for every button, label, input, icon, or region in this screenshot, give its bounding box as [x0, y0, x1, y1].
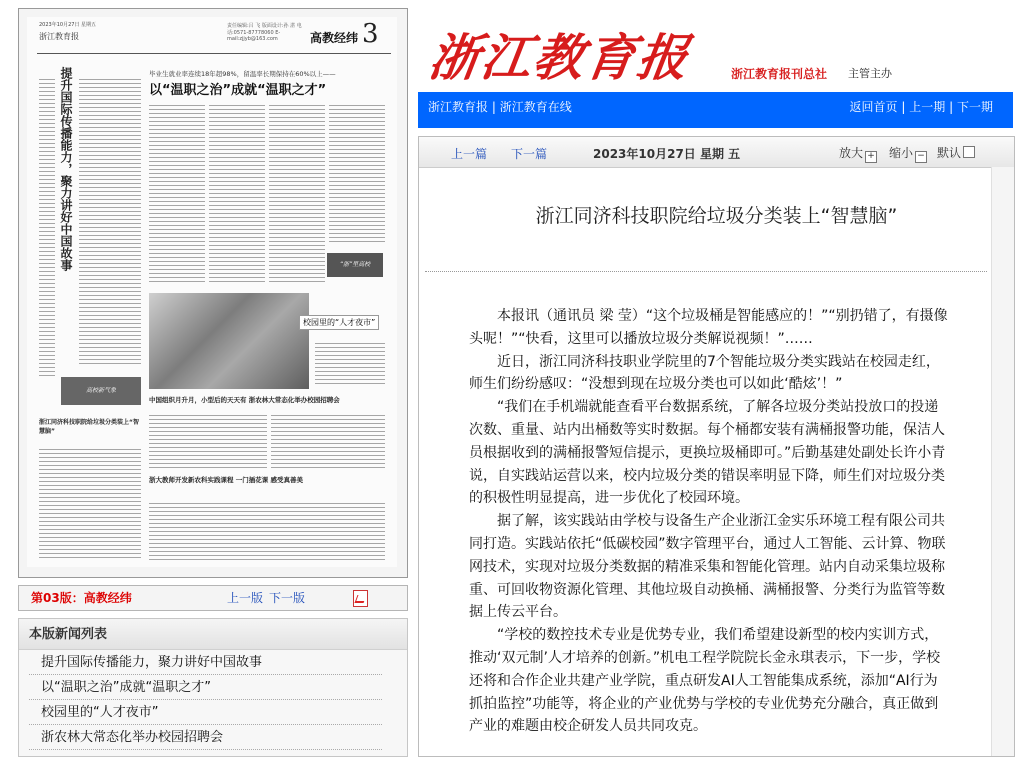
zoom-default-label: 默认: [937, 146, 962, 160]
page-nav-bar: [18, 585, 408, 611]
news-list-item[interactable]: 校园里的“人才夜市”: [29, 700, 382, 725]
sub-headline[interactable]: 浙大教师开发新农科实践课程 一门插花课 感受真善美: [149, 476, 304, 484]
nav-link-prev-issue[interactable]: 上一期: [909, 100, 946, 114]
newspaper-page-image[interactable]: [18, 8, 408, 578]
page-number: 3: [362, 19, 379, 49]
pdf-icon[interactable]: [353, 590, 368, 607]
zoom-in-label: 放大: [839, 146, 864, 160]
news-list-item[interactable]: 提升国际传播能力，聚力讲好中国故事: [29, 650, 382, 675]
page-version-label[interactable]: 第03版：高教经纬: [31, 591, 132, 605]
news-list-heading: 本版新闻列表: [19, 619, 407, 650]
header-rule: [37, 53, 391, 54]
site-banner: [418, 6, 1013, 128]
main-kicker[interactable]: 毕业生就业率连续18年超98%，留温率长期保持在60%以上——: [149, 70, 336, 78]
zoom-default-control[interactable]: [937, 144, 975, 161]
article-paragraph: 本报讯（通讯员 梁 莹）“这个垃圾桶是智能感应的！”“别扔错了，有摄像头呢！”“快看，这里可以播放垃圾分类解说视频！”……: [469, 308, 948, 347]
reset-checkbox-icon[interactable]: [963, 146, 975, 158]
news-list-item[interactable]: 以“温职之治”成就“温职之才”: [29, 675, 382, 700]
next-page-link[interactable]: 下一版: [269, 591, 306, 605]
next-article-link[interactable]: 下一篇: [511, 147, 548, 161]
site-logo[interactable]: 浙江教育报: [425, 28, 694, 87]
article-title: 浙江同济科技职院给垃圾分类装上“智慧脑”: [535, 205, 898, 227]
prev-page-link[interactable]: 上一版: [227, 591, 264, 605]
page-date: 2023年10月27日 星期五: [39, 22, 97, 28]
column-logo-box: “浙”里高校: [327, 253, 383, 277]
article-paragraph: 据了解，该实践站由学校与设备生产企业浙江金实乐环境工程有限公司共同打造。实践站依托“低碳校园”数字管理平台，通过人工智能、云计算、物联网技术，实现对垃圾分类数据的精准采集和智能化管理。站内自动采集垃圾称重、可回收物资源化管理、其他垃圾自动换桶、满桶报警、分类行为监管等数据上传云平台。: [469, 513, 946, 621]
news-list-item[interactable]: 浙农林大常态化举办校园招聘会: [29, 725, 382, 750]
issue-date: 2023年10月27日 星期 五: [593, 147, 741, 161]
text-block[interactable]: [39, 77, 55, 377]
zoom-in-control[interactable]: [839, 144, 877, 163]
article-toolbar: [419, 137, 1014, 168]
text-block[interactable]: [149, 413, 267, 469]
article-paragraph: “学校的数控技术专业是优势专业，我们希望建设新型的校内实训方式，推动‘双元制’人才培养的创新。”机电工程学院院长金永琪表示，下一步，学校还将和合作企业共建产业学院，重点研发AI人工智能集成系统，添加“AI行为抓拍监控”功能等，将企业的产业优势与学校的专业优势充分融合，真正做到产业的难题由校企研发人员共同攻克。: [469, 627, 941, 735]
text-block[interactable]: [315, 341, 385, 387]
page-logo: 浙江教育报: [39, 32, 79, 41]
text-block[interactable]: [329, 103, 385, 243]
newspaper-page[interactable]: [27, 17, 397, 567]
photo-caption: 校园里的“人才夜市”: [299, 315, 379, 330]
text-block[interactable]: [271, 413, 385, 469]
scrollbar[interactable]: [991, 167, 1014, 756]
article-paragraph: “我们在手机端就能查看平台数据系统，了解各垃圾分类站投放口的投递次数、重量、站内出桶数等实时数据。每个桶都安装有满桶报警功能，保洁人员根据收到的满桶报警短信提示，更换垃圾桶即可。”后勤基建处副处长许小青说，自实践站运营以来，校内垃圾分类的错误率明显下降，师生们对垃圾分类的积极性明显提高，进一步优化了校园环境。: [469, 399, 946, 507]
page-editor-info: 责任编辑:吕 飞 版面设计:孙 湛 电话:0571-87778060 E-mail:zjjyb@163.com: [227, 23, 302, 42]
title-divider: [425, 271, 987, 272]
main-headline[interactable]: 以“温职之治”成就“温职之才”: [149, 83, 327, 98]
article-panel: [418, 136, 1015, 757]
host-org: 浙江教育报刊总社: [731, 67, 828, 81]
zoom-out-control[interactable]: [889, 144, 927, 163]
nav-link-next-issue[interactable]: 下一期: [956, 100, 993, 114]
text-block[interactable]: [39, 447, 141, 561]
nav-link-online[interactable]: 浙江教育在线: [499, 100, 572, 114]
text-block[interactable]: [209, 103, 265, 283]
minus-icon[interactable]: −: [915, 151, 927, 163]
sub-headline[interactable]: 浙江同济科技职院给垃圾分类装上“智慧脑”: [39, 419, 139, 435]
nav-link-home[interactable]: 返回首页: [849, 100, 898, 114]
article-photo[interactable]: [149, 293, 309, 389]
text-block[interactable]: [149, 103, 205, 283]
plus-icon[interactable]: +: [865, 151, 877, 163]
news-list-panel: [18, 618, 408, 757]
banner-nav-left: [428, 98, 572, 115]
page-section-title: 高教经纬: [310, 31, 359, 45]
banner-nav-right: [850, 98, 993, 115]
nav-separator: |: [949, 100, 954, 114]
sub-headline[interactable]: 中国组织月升月，小型后的天天有 浙农林大常态化举办校园招聘会: [149, 396, 340, 404]
vertical-headline[interactable]: 提升国际传播能力，聚力讲好中国故事: [59, 67, 73, 271]
nav-separator: |: [491, 100, 496, 114]
column-logo-box: 高校新气象: [61, 377, 141, 405]
prev-article-link[interactable]: 上一篇: [451, 147, 488, 161]
host-role: 主管主办: [848, 67, 892, 80]
zoom-out-label: 缩小: [889, 146, 914, 160]
article-paragraph: 近日，浙江同济科技职业学院里的7个智能垃圾分类实践站在校园走红，师生们纷纷感叹：“没想到现在垃圾分类也可以如此‘酷炫’！”: [469, 353, 940, 393]
text-block[interactable]: [149, 501, 385, 561]
text-block[interactable]: [269, 103, 325, 283]
nav-separator: |: [901, 100, 906, 114]
nav-link-newspaper[interactable]: 浙江教育报: [428, 100, 489, 114]
article-body: [469, 305, 949, 738]
text-block[interactable]: [79, 77, 141, 367]
